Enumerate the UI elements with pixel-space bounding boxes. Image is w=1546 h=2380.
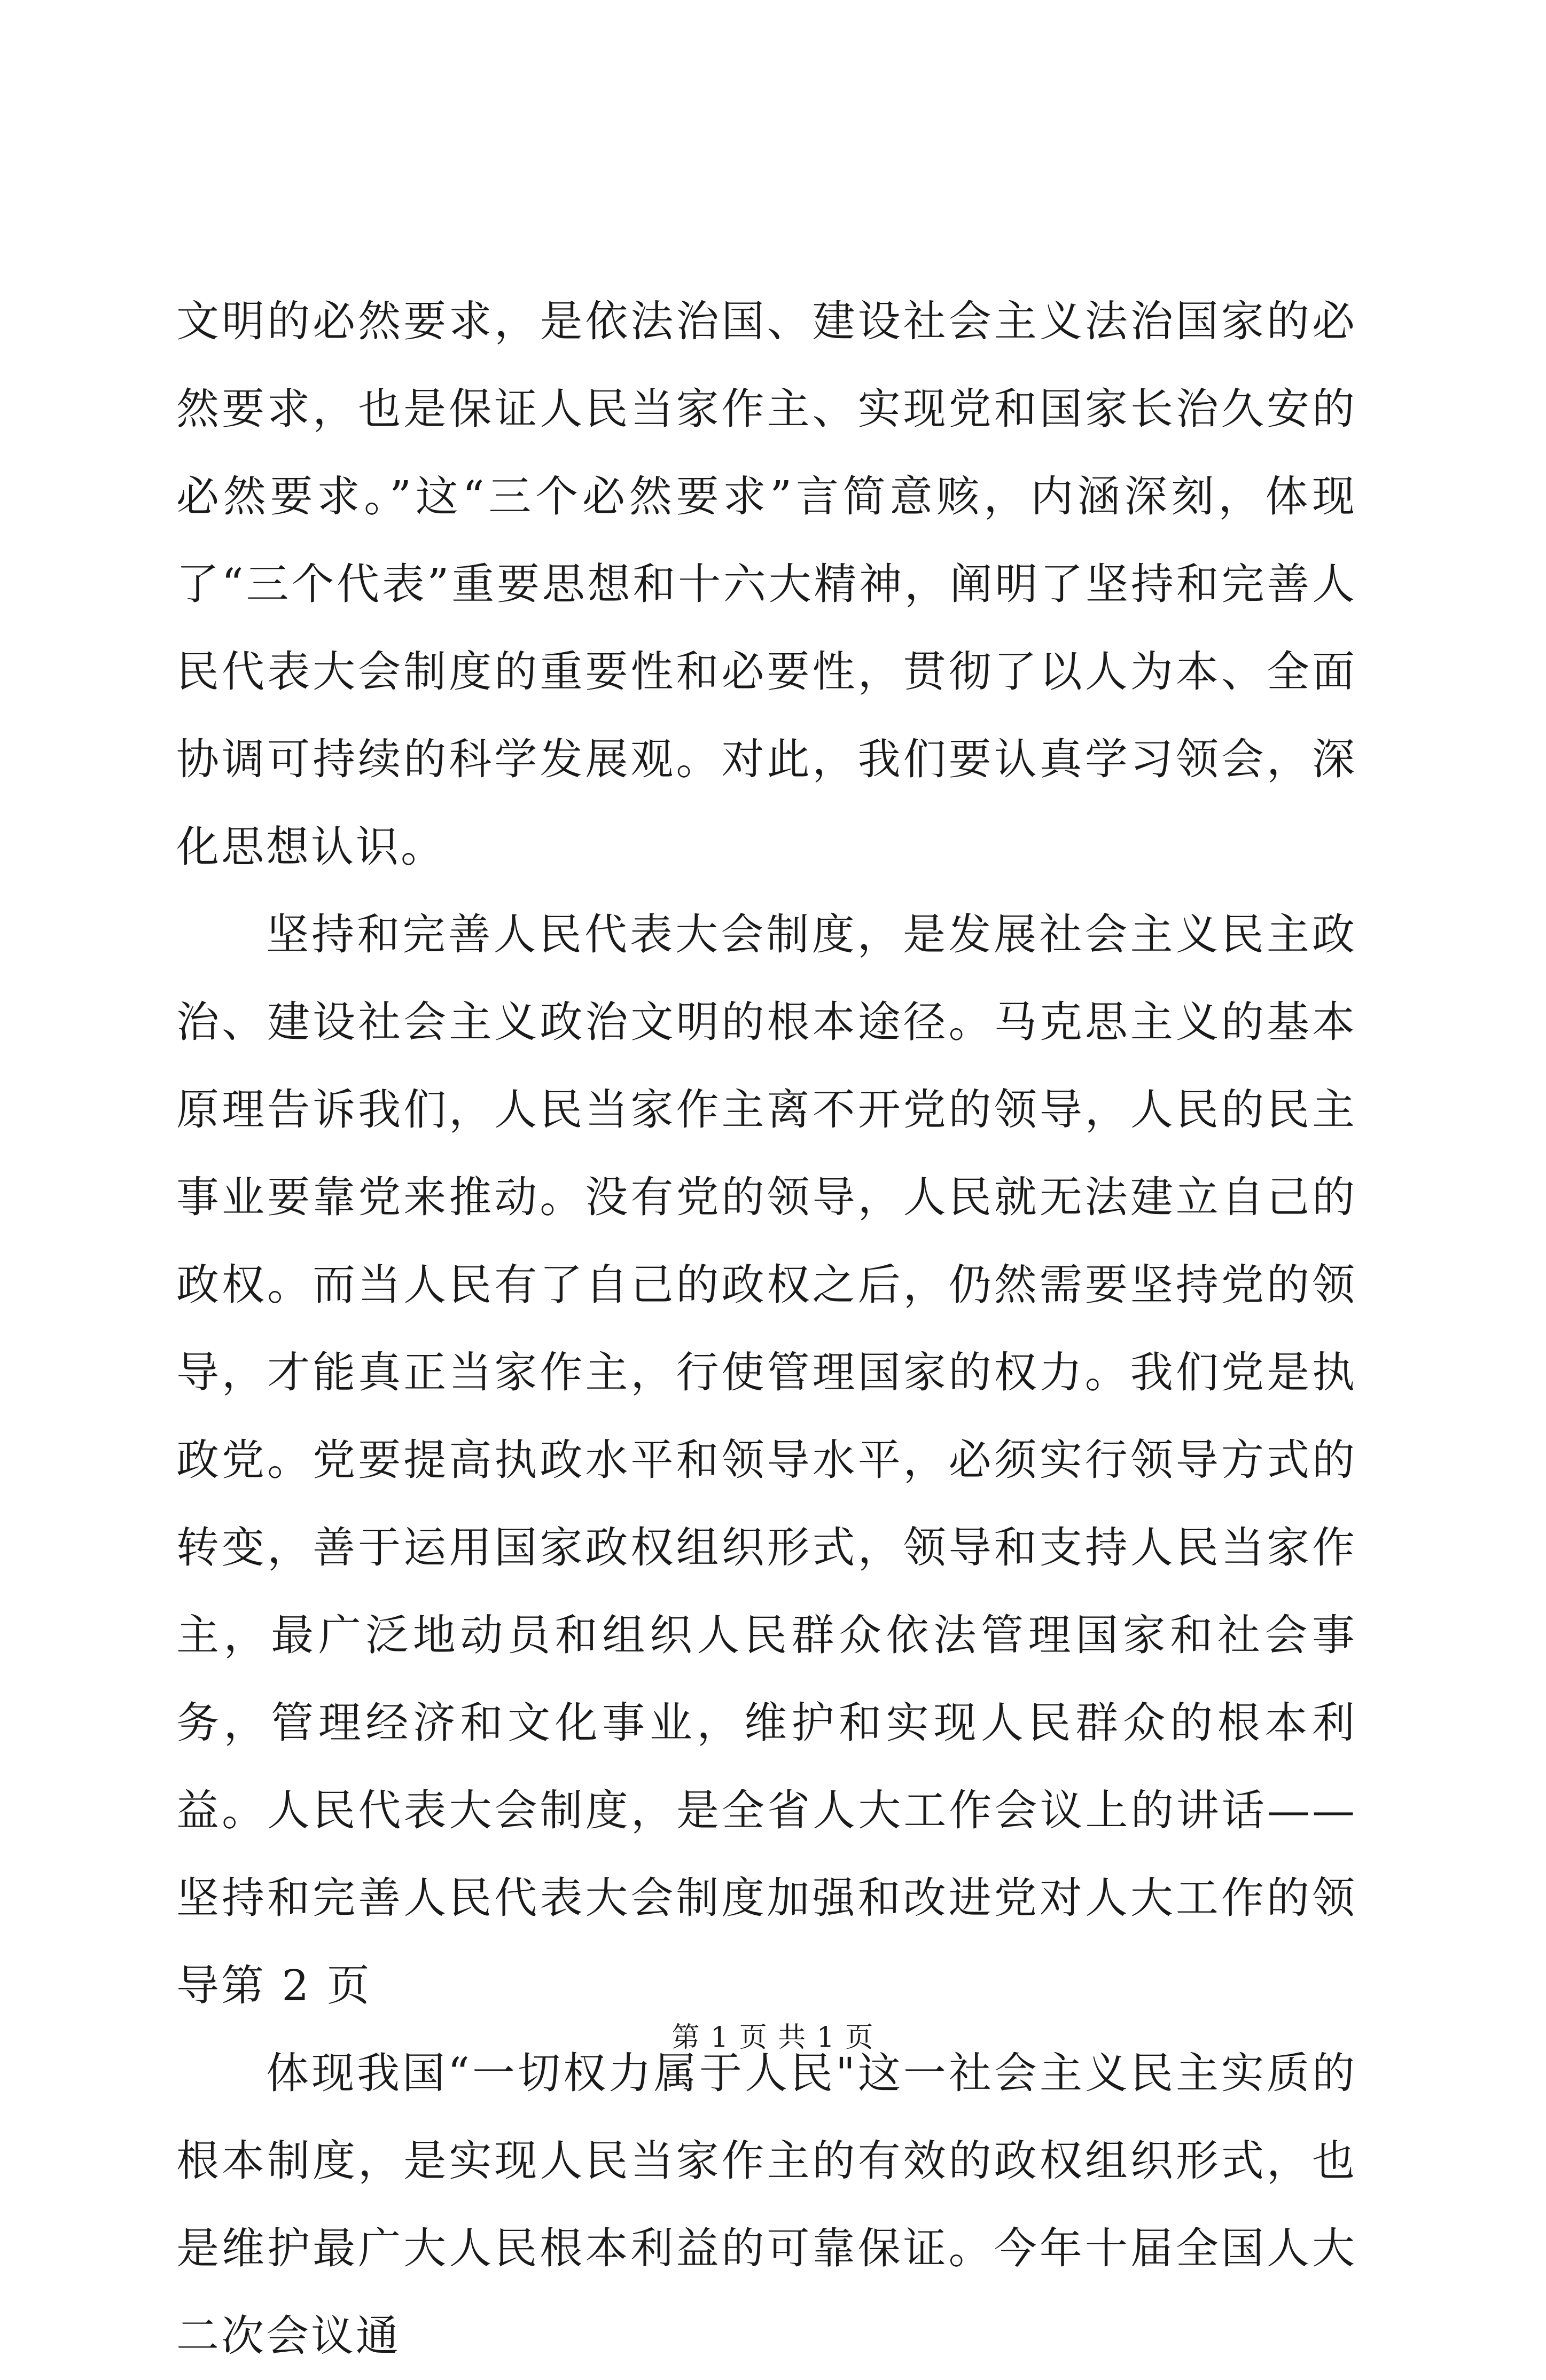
paragraph-2: 坚持和完善人民代表大会制度，是发展社会主义民主政治、建设社会主义政治文明的根本途径。马克思主义的基本原理告诉我们，人民当家作主离不开党的领导，人民的民主事业要靠党来推动。没有党的领导，人民就无法建立自己的政权。而当人民有了自己的政权之后，仍然需要坚持党的领导，才能真正当家作主，行使管理国家的权力。我们党是执政党。党要提高执政水平和领导水平，必须实行领导方式的转变，善于运用国家政权组织形式，领导和支持人民当家作主，最广泛地动员和组织人民群众依法管理国家和社会事务，管理经济和文化事业，维护和实现人民群众的根本利益。人民代表大会制度，是全省人大工作会议上的讲话——坚持和完善人民代表大会制度加强和改进党对人大工作的领导第 2 页 bbox=[176, 910, 1357, 2010]
page-footer: 第 1 页 共 1 页 bbox=[672, 2022, 874, 2054]
paragraph-1: 文明的必然要求，是依法治国、建设社会主义法治国家的必然要求，也是保证人民当家作主、实现党和国家长治久安的必然要求。”这“三个必然要求”言简意赅，内涵深刻，体现了“三个代表”重要思想和十六大精神，阐明了坚持和完善人民代表大会制度的重要性和必要性，贯彻了以人为本、全面协调可持续的科学发展观。对此，我们要认真学习领会，深化思想认识。 bbox=[176, 296, 1357, 872]
paragraph-3: 体现我国“一切权力属于人民"这一社会主义民主实质的根本制度，是实现人民当家作主的有效的政权组织形式，也是维护最广大人民根本利益的可靠保证。今年十届全国人大二次会议通 bbox=[176, 2048, 1357, 2361]
document-body bbox=[176, 278, 1357, 2380]
